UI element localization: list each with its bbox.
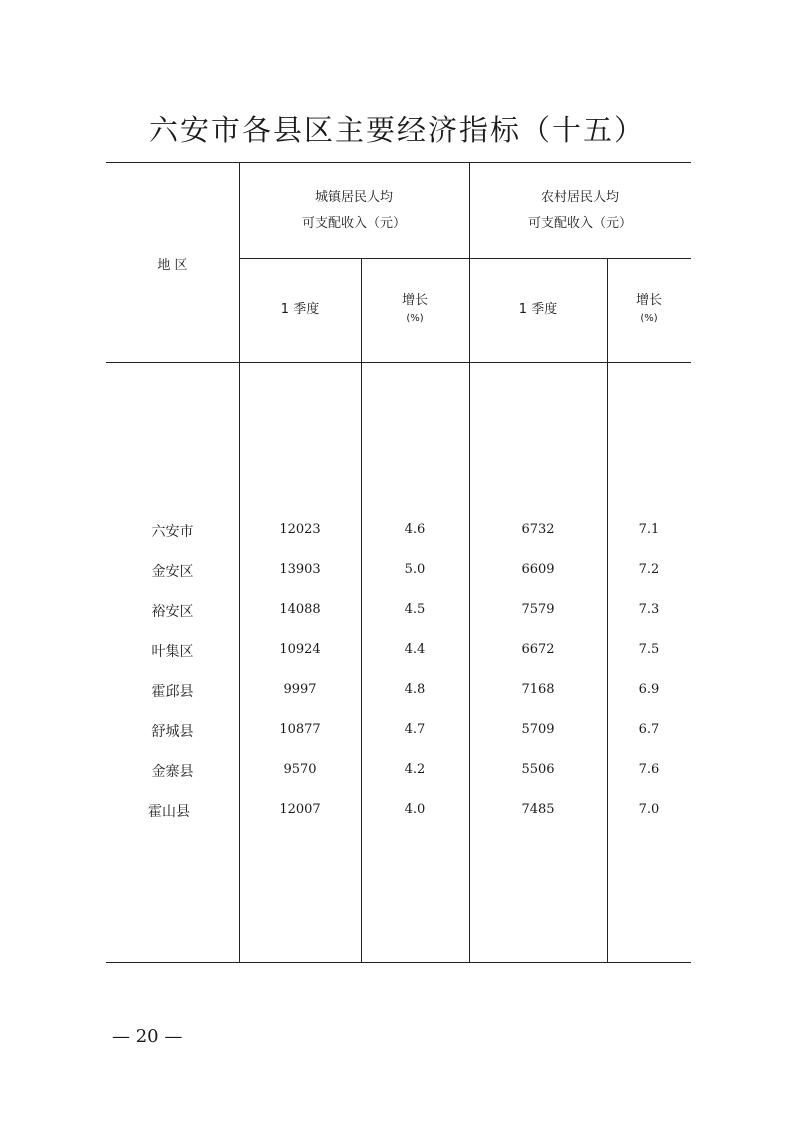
- page-number: — 20 —: [112, 1026, 183, 1047]
- rural-growth-value: 7.0: [638, 802, 660, 817]
- region-name: 金寨县: [151, 764, 194, 780]
- rural-growth-header: [607, 290, 691, 326]
- urban-growth-header: [361, 290, 469, 326]
- rural-growth-value: 7.6: [638, 762, 660, 777]
- rural-income-value: 7168: [521, 682, 555, 697]
- rural-growth-header-line1: 增长: [635, 293, 662, 308]
- rural-income-value: 5709: [521, 722, 555, 737]
- urban-income-value: 13903: [279, 562, 321, 577]
- region-name: 叶集区: [151, 644, 194, 660]
- rural-income-value: 6732: [521, 522, 555, 537]
- rural-growth-value: 6.7: [638, 722, 660, 737]
- urban-income-header-line2: 可支配收入（元）: [301, 216, 406, 231]
- urban-growth-header-line2: (%): [406, 313, 424, 324]
- urban-income-value: 10877: [279, 722, 321, 737]
- page-title: 六安市各县区主要经济指标（十五）: [148, 113, 645, 147]
- region-name: 霍山县: [148, 804, 190, 820]
- rural-income-header-line1: 农村居民人均: [540, 190, 619, 205]
- urban-growth-value: 4.8: [404, 682, 426, 697]
- rural-growth-value: 7.3: [638, 602, 660, 617]
- table-top-rule: [106, 162, 691, 163]
- region-name: 裕安区: [151, 604, 194, 620]
- urban-income-value: 9997: [283, 682, 317, 697]
- rural-growth-value: 7.2: [638, 562, 660, 577]
- header-sub-rule: [239, 258, 691, 259]
- rural-growth-value: 7.5: [638, 642, 660, 657]
- rural-income-value: 6609: [521, 562, 555, 577]
- rural-income-value: 7579: [521, 602, 555, 617]
- urban-quarter-header: 1 季度: [280, 302, 320, 317]
- rural-growth-value: 6.9: [638, 682, 660, 697]
- table-bottom-rule: [106, 962, 691, 963]
- region-name: 舒城县: [151, 724, 194, 740]
- region-header: 地 区: [157, 258, 188, 273]
- urban-growth-value: 5.0: [404, 562, 426, 577]
- urban-income-value: 12007: [279, 802, 321, 817]
- urban-income-value: 14088: [279, 602, 321, 617]
- urban-income-value: 10924: [279, 642, 321, 657]
- rural-quarter-header: 1 季度: [518, 302, 558, 317]
- urban-growth-value: 4.0: [404, 802, 426, 817]
- rural-growth-header-line2: (%): [640, 313, 658, 324]
- rural-growth-value: 7.1: [638, 522, 660, 537]
- urban-growth-value: 4.2: [404, 762, 426, 777]
- region-name: 六安市: [151, 524, 194, 540]
- rural-income-value: 6672: [521, 642, 555, 657]
- header-bottom-rule: [106, 362, 691, 363]
- rural-income-value: 7485: [521, 802, 555, 817]
- urban-income-value: 12023: [279, 522, 321, 537]
- region-name: 霍邱县: [151, 684, 194, 700]
- urban-growth-header-line1: 增长: [401, 293, 428, 308]
- region-name: 金安区: [151, 564, 194, 580]
- urban-growth-value: 4.4: [404, 642, 426, 657]
- urban-income-value: 9570: [283, 762, 317, 777]
- urban-income-header-line1: 城镇居民人均: [314, 190, 393, 205]
- rural-income-value: 5506: [521, 762, 555, 777]
- rural-income-header-line2: 可支配收入（元）: [527, 216, 632, 231]
- urban-growth-value: 4.6: [404, 522, 426, 537]
- rural-income-header: [469, 185, 691, 237]
- urban-growth-value: 4.7: [404, 722, 426, 737]
- urban-income-header: [239, 185, 469, 237]
- urban-growth-value: 4.5: [404, 602, 426, 617]
